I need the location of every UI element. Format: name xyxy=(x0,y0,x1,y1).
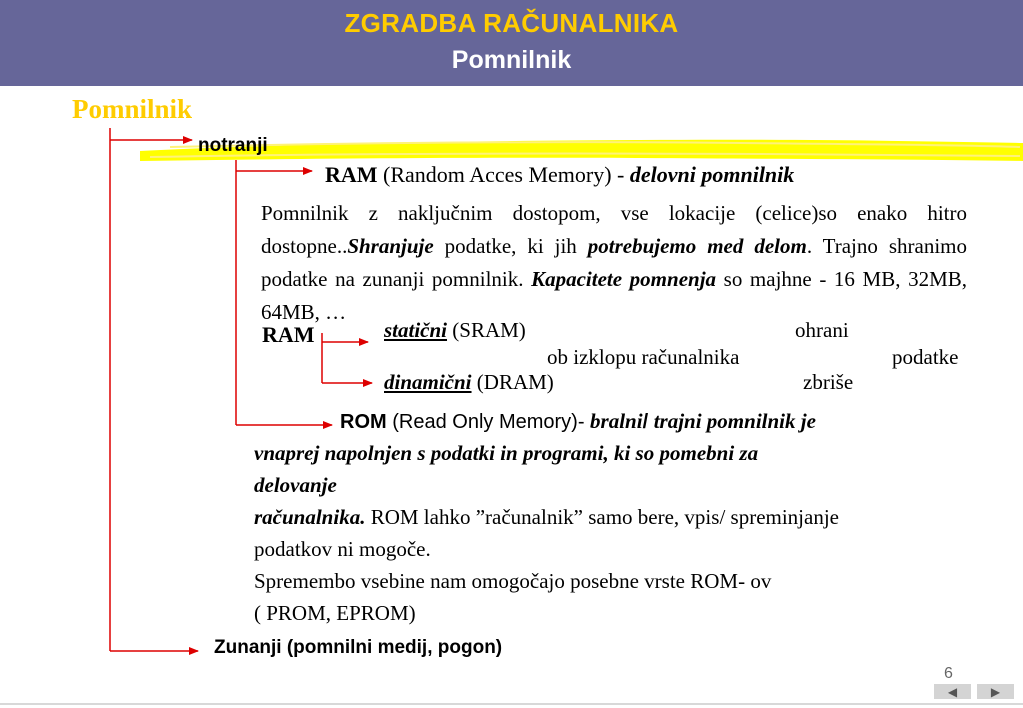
slide-title: ZGRADBA RAČUNALNIKA xyxy=(344,8,679,38)
slide-subtitle: Pomnilnik xyxy=(451,46,572,74)
rom-description: vnaprej napolnjen s podatki in programi, ki so pomebni za delovanje računalnika. ROM lahko ”računalnik” samo bere, vpis/ spreminjanje podatkov ni mogoče. Spremembo vsebine nam omogočajo posebne vrste ROM- ov ( PROM, EPROM) xyxy=(254,441,839,625)
prev-slide-button[interactable] xyxy=(934,684,971,699)
next-slide-button[interactable] xyxy=(977,684,1014,699)
arrow-left-icon: ◀ xyxy=(947,684,958,699)
ram-fullname: (Random Acces Memory) - xyxy=(377,162,630,187)
page-number: 6 xyxy=(944,665,953,682)
dram-item: dinamični (DRAM) xyxy=(384,370,554,394)
section-title: Pomnilnik xyxy=(72,94,193,124)
ram-role: delovni pomnilnik xyxy=(629,162,795,187)
rom-heading: ROM (Read Only Memory)- bralni/ trajni pomnilnik je xyxy=(340,409,816,433)
zunanji-label: Zunanji (pomnilni medij, pogon) xyxy=(214,637,503,658)
ram-description: Pomnilnik z naključnim dostopom, vse lokacije (celice)so enako hitro dostopne..Shranjuje podatke, ki jih potrebujemo med delom. Trajno shranimo podatke na zunanji pomnilnik. Kapacitete pomnenja so majhne - 16 MB, 32MB, 64MB, … xyxy=(261,201,967,324)
podatke-text: podatke xyxy=(892,345,959,369)
ob-izklopu-text: ob izklopu računalnika xyxy=(547,345,740,369)
arrow-right-icon: ▶ xyxy=(990,684,1001,699)
sram-item: statični (SRAM) xyxy=(384,318,526,342)
rom-abbrev: ROM xyxy=(340,411,387,433)
ram-abbrev: RAM xyxy=(325,162,378,187)
ram-heading xyxy=(325,162,794,188)
footer-divider xyxy=(0,703,1023,705)
zbrise-text: zbriše xyxy=(803,370,854,394)
ram-types-label: RAM xyxy=(262,322,315,347)
ohrani-text: ohrani xyxy=(795,318,849,342)
notranji-label: notranji xyxy=(198,135,268,156)
